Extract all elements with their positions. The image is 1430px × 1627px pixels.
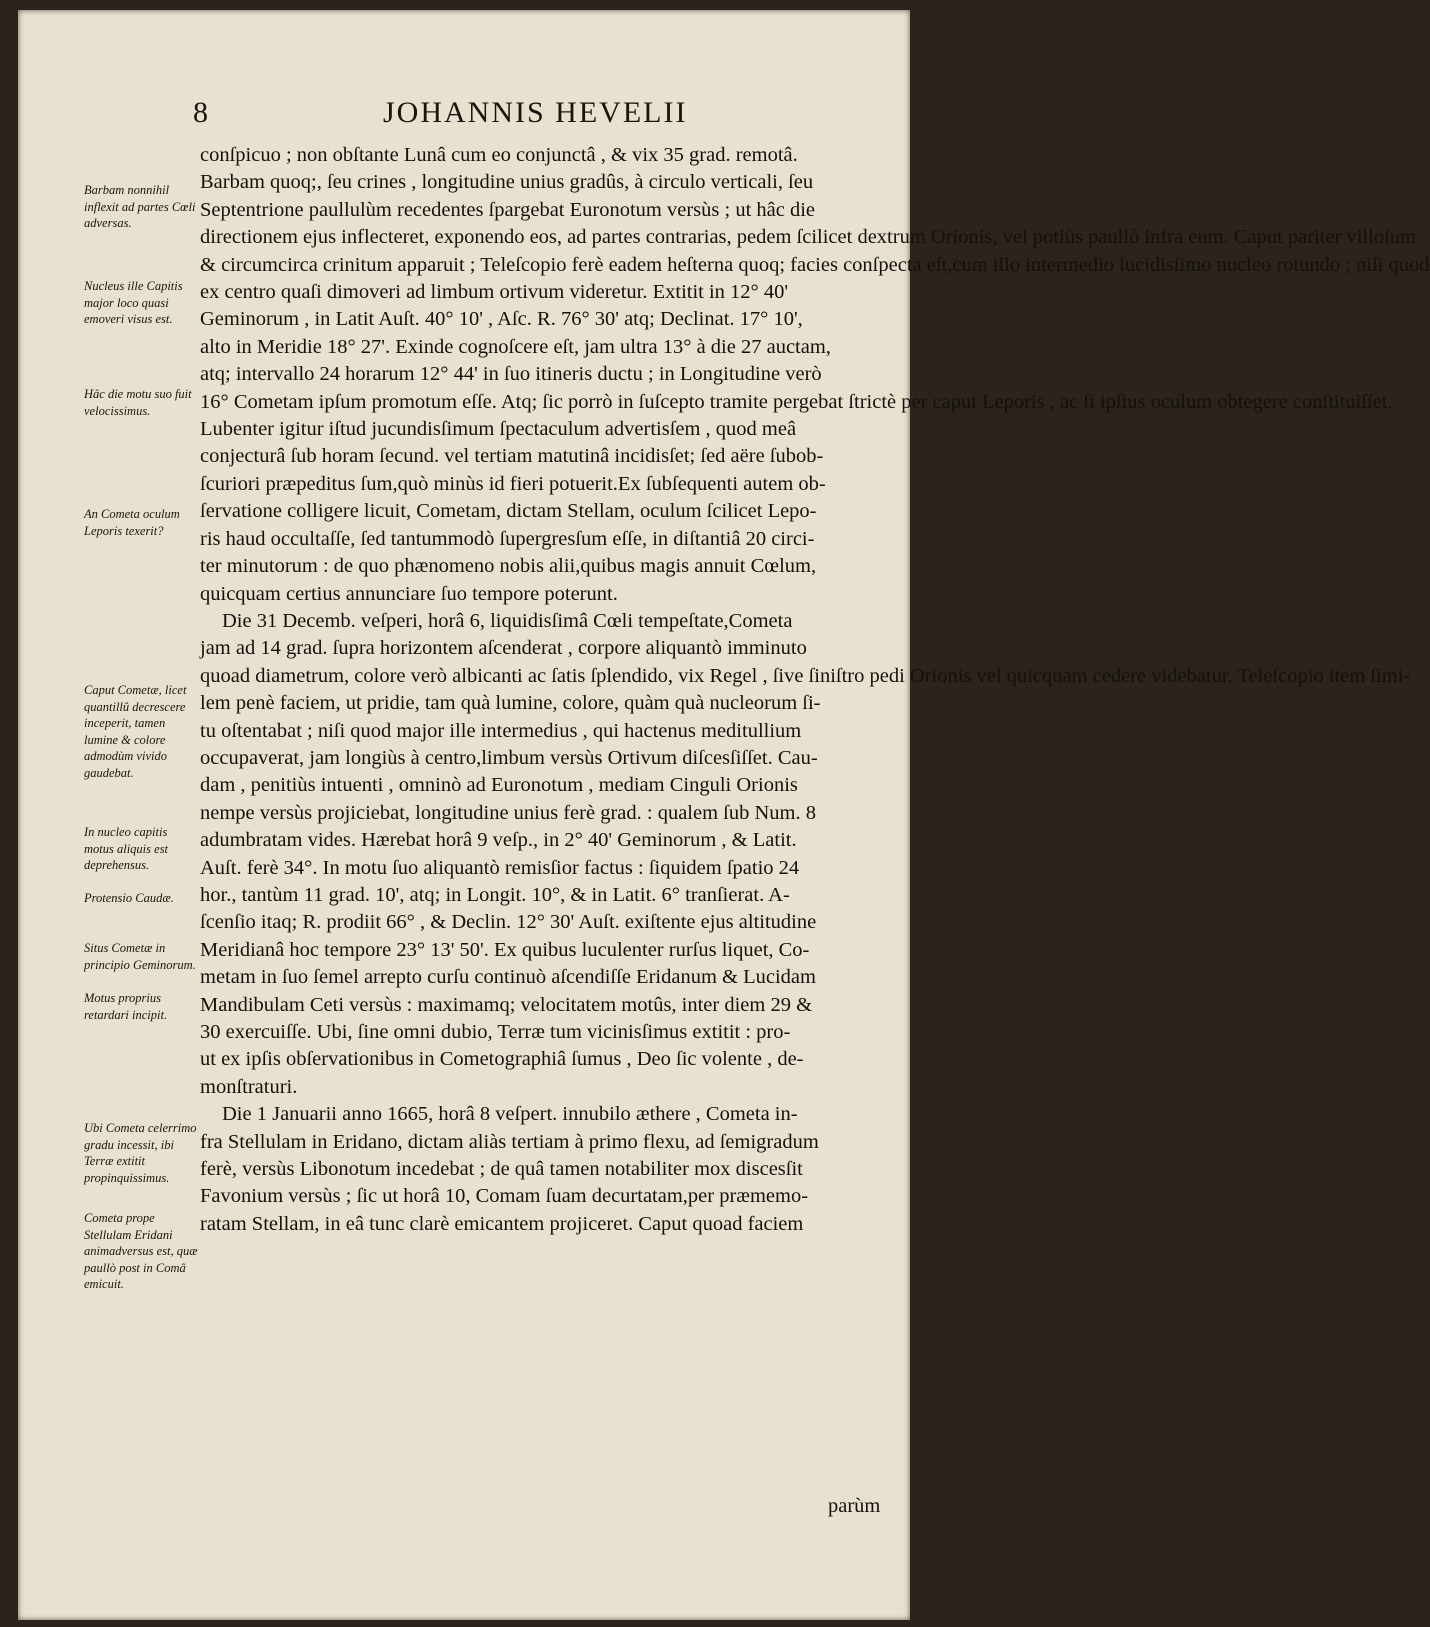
text-line: Mandibulam Ceti versùs : maximamq; velocitatem motûs, inter diem 29 & bbox=[200, 993, 813, 1016]
text-line: Die 31 Decemb. veſperi, horâ 6, liquidisſimâ Cœli tempeſtate,Cometa bbox=[222, 609, 793, 632]
page-number: 8 bbox=[193, 96, 208, 129]
margin-note: Ubi Cometa celerrimo gradu incessit, ibi Terræ extitit propinquissimus. bbox=[84, 1121, 197, 1185]
text-line: ſcenſio itaq; R. prodiit 66° , & Declin. 12° 30' Auſt. exiſtente ejus altitudine bbox=[200, 911, 817, 934]
text-line: monſtraturi. bbox=[200, 1075, 298, 1098]
margin-note: Barbam nonnihil inflexit ad partes Cœli adversas. bbox=[84, 183, 196, 230]
text-line: Geminorum , in Latit Auſt. 40° 10' , Aſc. R. 76° 30' atq; Declinat. 17° 10', bbox=[200, 308, 803, 331]
text-line: tu oſtentabat ; niſi quod major ille intermedius , qui hactenus meditullium bbox=[200, 719, 802, 742]
catchword: parùm bbox=[828, 1495, 881, 1517]
text-line: fra Stellulam in Eridano, dictam aliàs tertiam à primo flexu, ad ſemigradum bbox=[200, 1130, 819, 1153]
margin-note: Situs Cometæ in principio Geminorum. bbox=[84, 941, 196, 972]
text-line: conſpicuo ; non obſtante Lunâ cum eo conjunctâ , & vix 35 grad. remotâ. bbox=[200, 144, 798, 166]
text-line: ris haud occultaſſe, ſed tantummodò ſupergresſum eſſe, in diſtantiâ 20 circi- bbox=[200, 527, 815, 550]
text-line: ex centro quaſi dimoveri ad limbum ortivum videretur. Extitit in 12° 40' bbox=[200, 281, 789, 304]
text-line: ratam Stellam, in eâ tunc clarè emicantem projiceret. Caput quoad faciem bbox=[200, 1212, 804, 1235]
text-line: directionem ejus inflecteret, exponendo eos, ad partes contrarias, pedem ſcilicet dextrum Orionis, vel potiùs paullò infra eum. Caput pariter villoſum bbox=[200, 226, 1416, 249]
text-line: Septentrione paullulùm recedentes ſpargebat Euronotum versùs ; ut hâc die bbox=[200, 198, 816, 221]
text-line: hor., tantùm 11 grad. 10', atq; in Longit. 10°, & in Latit. 6° tranſierat. A- bbox=[200, 883, 790, 906]
text-line: ferè, versùs Libonotum incedebat ; de quâ tamen notabiliter mox discesſit bbox=[200, 1158, 803, 1181]
text-line: adumbratam vides. Hærebat horâ 9 veſp., in 2° 40' Geminorum , & Latit. bbox=[200, 829, 797, 852]
text-line: 30 exercuiſſe. Ubi, ſine omni dubio, Terræ tum vicinisſimus extitit : pro- bbox=[200, 1021, 791, 1043]
text-line: 16° Cometam ipſum promotum eſſe. Atq; ſic porrò in ſuſcepto tramite pergebat ſtrictè per caput Leporis , ac ſi ipſius oculum obtegere conſtituiſſet. bbox=[200, 390, 1393, 413]
text-line: ter minutorum : de quo phænomeno nobis alii,quibus magis annuit Cœlum, bbox=[200, 555, 817, 578]
text-line: Favonium versùs ; ſic ut horâ 10, Comam ſuam decurtatam,per præmemo- bbox=[200, 1185, 809, 1208]
margin-note: Protensio Caudæ. bbox=[84, 891, 174, 905]
text-line: ſervatione colligere licuit, Cometam, dictam Stellam, oculum ſcilicet Lepo- bbox=[200, 500, 817, 523]
text-line: quoad diametrum, colore verò albicanti ac ſatis ſplendido, vix Regel , ſive ſiniſtro pedi Orionis vel quicquam cedere videbatur. Teleſcopio item ſimi- bbox=[200, 664, 1411, 687]
text-line: Meridianâ hoc tempore 23° 13' 50'. Ex quibus luculenter rurſus liquet, Co- bbox=[200, 938, 810, 961]
margin-note: Motus proprius retardari incipit. bbox=[84, 991, 168, 1022]
margin-note: Hâc die motu suo fuit velocissimus. bbox=[84, 387, 192, 418]
margin-note: An Cometa oculum Leporis texerit? bbox=[84, 507, 180, 538]
text-line: occupaverat, jam longiùs à centro,limbum versùs Ortivum diſcesſiſſet. Cau- bbox=[200, 746, 818, 769]
text-line: nempe versùs projiciebat, longitudine unius ferè grad. : qualem ſub Num. 8 bbox=[200, 801, 816, 824]
text-line: Barbam quoq;, ſeu crines , longitudine unius gradûs, à circulo verticali, ſeu bbox=[200, 171, 814, 194]
body-text bbox=[200, 142, 1430, 1238]
text-line: jam ad 14 grad. ſupra horizontem aſcenderat , corpore aliquantò imminuto bbox=[200, 637, 807, 660]
text-line: ut ex ipſis obſervationibus in Cometographiâ ſumus , Deo ſic volente , de- bbox=[200, 1048, 804, 1071]
book-page bbox=[18, 10, 1430, 1620]
margin-note: In nucleo capitis motus aliquis est deprehensus. bbox=[84, 825, 169, 872]
text-line: Lubenter igitur iſtud jucundisſimum ſpectaculum advertisſem , quod meâ bbox=[200, 418, 797, 441]
text-line: ſcuriori præpeditus ſum,quò minùs id fieri potuerit.Ex ſubſequenti autem ob- bbox=[200, 472, 826, 495]
text-line: lem penè faciem, ut pridie, tam quà lumine, colore, quàm quà nucleorum ſi- bbox=[200, 692, 821, 715]
text-line: Auſt. ferè 34°. In motu ſuo aliquantò remisſior factus : ſiquidem ſpatio 24 bbox=[200, 856, 800, 879]
margin-note: Cometa prope Stellulam Eridani animadversus est, quæ paullò post in Comâ emicuit. bbox=[84, 1211, 198, 1291]
page-header bbox=[18, 96, 910, 146]
margin-note: Nucleus ille Capitis major loco quasi emoveri visus est. bbox=[84, 279, 183, 326]
text-line: quicquam certius annunciare ſuo tempore poterunt. bbox=[200, 582, 618, 605]
text-line: dam , penitiùs intuenti , omninò ad Euronotum , mediam Cinguli Orionis bbox=[200, 774, 798, 797]
running-head: JOHANNIS HEVELII bbox=[383, 96, 688, 129]
text-line: atq; intervallo 24 horarum 12° 44' in ſuo itineris ductu ; in Longitudine verò bbox=[200, 363, 822, 386]
text-line: & circumcirca crinitum apparuit ; Teleſcopio ferè eadem heſterna quoq; facies conſpecta eſt,cum illo intermedio lucidisſimo nucleo rotundo ; niſi quod bbox=[200, 253, 1430, 276]
text-line: conjecturâ ſub horam ſecund. vel tertiam matutinâ incidisſet; ſed aëre ſubob- bbox=[200, 445, 824, 468]
text-line: alto in Meridie 18° 27'. Exinde cognoſcere eſt, jam ultra 13° à die 27 auctam, bbox=[200, 335, 831, 358]
text-line: metam in ſuo ſemel arrepto curſu continuò aſcendiſſe Eridanum & Lucidam bbox=[200, 966, 816, 989]
text-line: Die 1 Januarii anno 1665, horâ 8 veſpert. innubilo æthere , Cometa in- bbox=[222, 1103, 798, 1126]
margin-note: Caput Cometæ, licet quantillû decrescere inceperit, tamen lumine & colore admodùm vivido gaudebat. bbox=[84, 683, 187, 780]
